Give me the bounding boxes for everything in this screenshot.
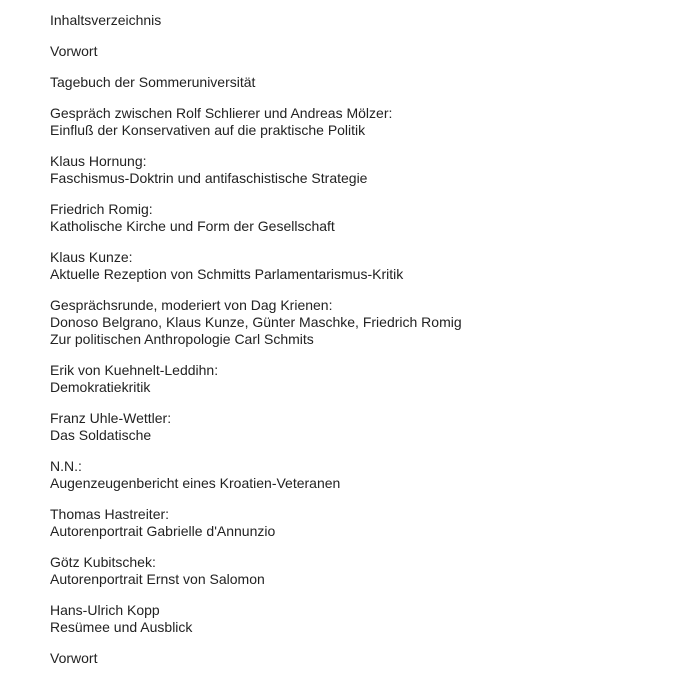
- toc-entry-title: Das Soldatische: [50, 427, 152, 443]
- toc-heading: Inhaltsverzeichnis: [50, 12, 162, 28]
- toc-entry-title: Vorwort: [50, 43, 98, 59]
- toc-entry: [50, 362, 670, 396]
- toc-entry-title: Katholische Kirche und Form der Gesellschaft: [50, 218, 335, 234]
- toc-entry-author: Hans-Ulrich Kopp: [50, 602, 160, 618]
- toc-entry: [50, 74, 670, 91]
- toc-entry-author: Gespräch zwischen Rolf Schlierer und Andreas Mölzer:: [50, 105, 393, 121]
- toc-entry-title: Tagebuch der Sommeruniversität: [50, 74, 256, 90]
- toc-entry-author: Götz Kubitschek:: [50, 554, 156, 570]
- toc-entry-title: Aktuelle Rezeption von Schmitts Parlamentarismus-Kritik: [50, 266, 404, 282]
- section-title: Vorwort: [50, 650, 98, 666]
- toc-entry: [50, 153, 670, 187]
- toc-entry-title: Autorenportrait Gabrielle d'Annunzio: [50, 523, 276, 539]
- toc-entry-title: Zur politischen Anthropologie Carl Schmits: [50, 331, 314, 347]
- toc-entry-participants: Donoso Belgrano, Klaus Kunze, Günter Maschke, Friedrich Romig: [50, 314, 462, 330]
- toc-entry-author: Friedrich Romig:: [50, 201, 153, 217]
- toc-entry-author: Klaus Kunze:: [50, 249, 133, 265]
- toc-entry: [50, 105, 670, 139]
- toc-entry: [50, 410, 670, 444]
- toc-entry-title: Demokratiekritik: [50, 379, 151, 395]
- toc-heading-block: [50, 12, 670, 29]
- table-of-contents: [50, 12, 670, 681]
- toc-entry-title: Autorenportrait Ernst von Salomon: [50, 571, 265, 587]
- toc-entry-title: Augenzeugenbericht eines Kroatien-Veteranen: [50, 475, 341, 491]
- toc-entry-author: N.N.:: [50, 458, 82, 474]
- toc-entry: [50, 602, 670, 636]
- toc-entry: [50, 201, 670, 235]
- toc-entry-author: Franz Uhle-Wettler:: [50, 410, 172, 426]
- toc-entry: [50, 506, 670, 540]
- toc-entry: [50, 297, 670, 348]
- toc-entry-author: Klaus Hornung:: [50, 153, 147, 169]
- toc-entry-title: Faschismus-Doktrin und antifaschistische Strategie: [50, 170, 368, 186]
- toc-entry-title: Einfluß der Konservativen auf die praktische Politik: [50, 122, 366, 138]
- toc-entry: [50, 43, 670, 60]
- toc-entry: [50, 249, 670, 283]
- toc-entry-author: Erik von Kuehnelt-Leddihn:: [50, 362, 219, 378]
- section-heading: [50, 650, 670, 667]
- toc-entry: [50, 458, 670, 492]
- toc-entry: [50, 554, 670, 588]
- toc-entry-title: Resümee und Ausblick: [50, 619, 193, 635]
- toc-entry-author: Gesprächsrunde, moderiert von Dag Krienen:: [50, 297, 333, 313]
- toc-entry-author: Thomas Hastreiter:: [50, 506, 170, 522]
